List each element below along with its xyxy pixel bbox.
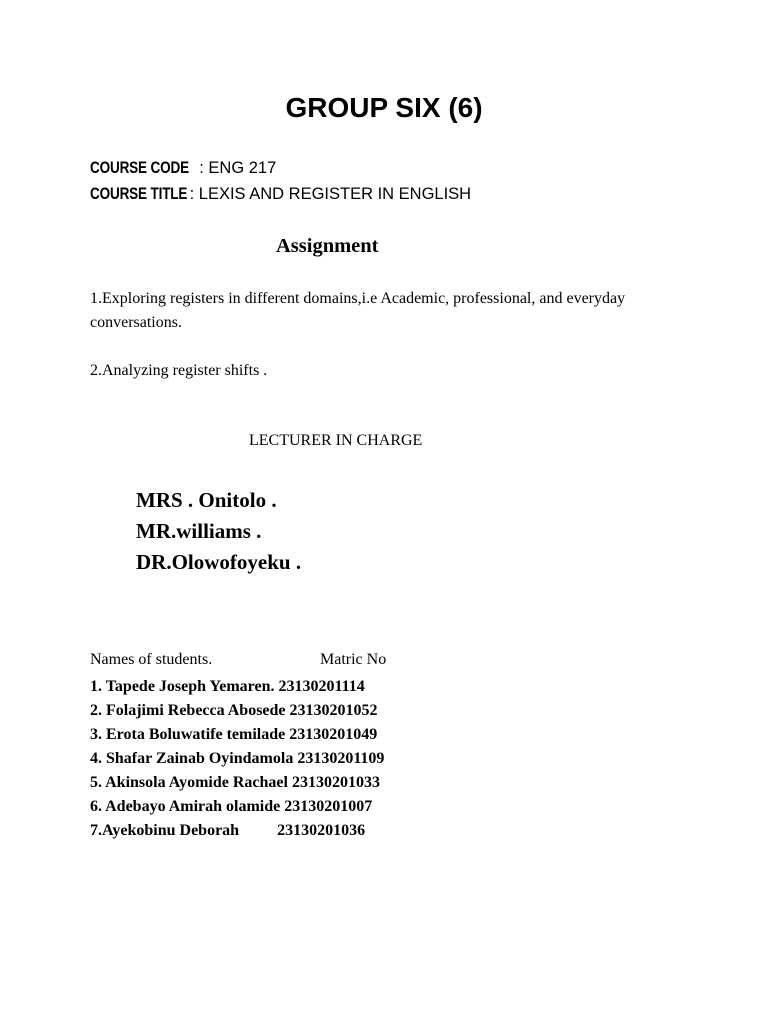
student-list (90, 675, 384, 843)
assignment-heading: Assignment (276, 235, 379, 257)
student-row: 5. Akinsola Ayomide Rachael 23130201033 (90, 774, 380, 791)
student-matric: 23130201036 (277, 822, 366, 839)
document-title: GROUP SIX (6) (285, 92, 483, 123)
lecturer-name: MRS . Onitolo . (136, 488, 277, 512)
course-code-line (90, 159, 276, 178)
course-title-label: COURSE TITLE (90, 185, 188, 203)
matric-heading: Matric No (320, 651, 387, 668)
student-row: 4. Shafar Zainab Oyindamola 23130201109 (90, 750, 385, 767)
students-heading: Names of students. (90, 651, 213, 668)
lecturer-list (136, 485, 301, 578)
lecturer-heading: LECTURER IN CHARGE (249, 432, 423, 449)
course-title-value: : LEXIS AND REGISTER IN ENGLISH (189, 185, 472, 203)
student-name: 7.Ayekobinu Deborah (90, 822, 240, 839)
student-row: 1. Tapede Joseph Yemaren. 23130201114 (90, 678, 365, 695)
course-code-label: COURSE CODE (90, 159, 189, 177)
task-item: 2.Analyzing register shifts . (90, 362, 268, 379)
students-header (90, 651, 387, 669)
task-item: 1.Exploring registers in different domains,i.e Academic, professional, and everyday conversations. (90, 290, 626, 331)
lecturer-name: MR.williams . (136, 519, 262, 543)
lecturer-name: DR.Olowofoyeku . (136, 550, 302, 574)
course-title-line (90, 185, 471, 204)
student-row: 2. Folajimi Rebecca Abosede 23130201052 (90, 702, 378, 719)
course-code-value: : ENG 217 (194, 159, 277, 177)
student-row: 6. Adebayo Amirah olamide 23130201007 (90, 798, 373, 815)
student-row: 3. Erota Boluwatife temilade 23130201049 (90, 726, 378, 743)
student-row (90, 819, 384, 843)
